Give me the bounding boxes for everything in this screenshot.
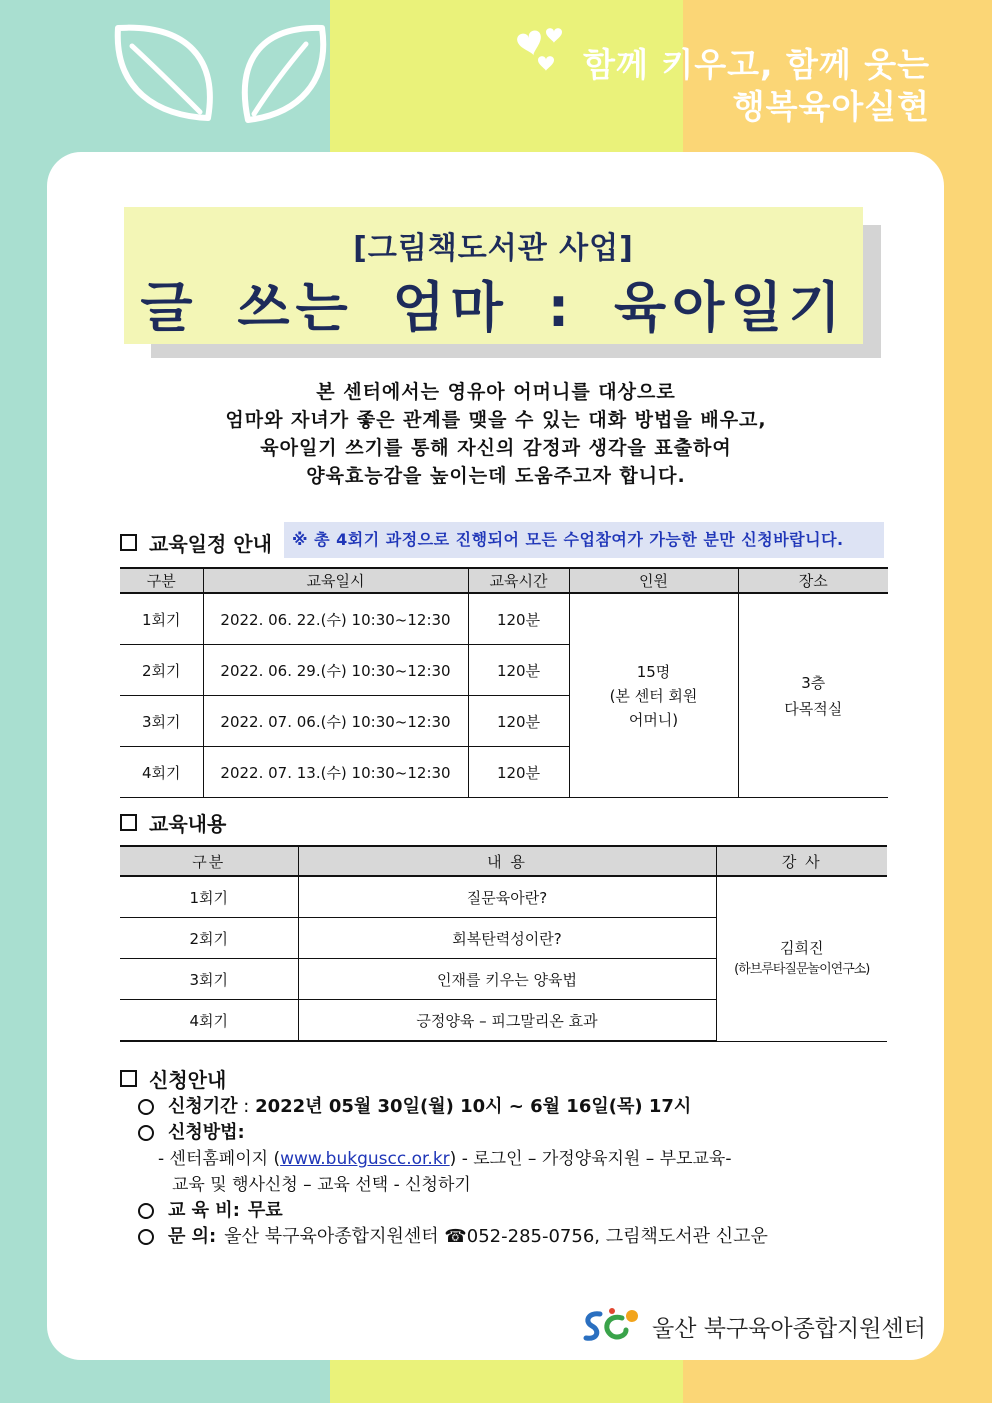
session-cell: 4회기 (120, 1000, 298, 1042)
checkbox-square-icon (120, 534, 137, 551)
center-logo-icon (582, 1306, 644, 1346)
table-header: 내 용 (298, 846, 716, 876)
apply-fee-row (138, 1198, 768, 1224)
topic-cell: 긍정양육 – 피그말리온 효과 (298, 1000, 716, 1042)
table-row (120, 876, 887, 918)
time-cell: 120분 (468, 593, 569, 645)
center-logo (582, 1306, 926, 1346)
schedule-heading (120, 528, 272, 557)
apply-inquiry-value: 울산 북구육아종합지원센터 ☎052-285-0756, 그림책도서관 신고운 (224, 1226, 768, 1247)
hearts-icon (508, 24, 572, 74)
session-cell: 1회기 (120, 876, 298, 918)
capacity-line: 어머니) (628, 710, 679, 729)
intro-line: 엄마와 자녀가 좋은 관계를 맺을 수 있는 대화 방법을 배우고, (225, 409, 767, 431)
apply-period-row (138, 1094, 768, 1120)
content-heading-text: 교육내용 (149, 812, 227, 836)
place-line: 다목적실 (784, 699, 843, 718)
topic-cell: 질문육아란? (298, 876, 716, 918)
circle-bullet-icon (138, 1203, 154, 1219)
session-cell: 2회기 (120, 645, 203, 696)
table-header: 교육시간 (468, 568, 569, 593)
apply-method-detail (138, 1146, 768, 1172)
apply-fee-label: 교 육 비: (168, 1200, 240, 1221)
table-header: 구분 (120, 846, 298, 876)
page-title: 글 쓰는 엄마 : 육아일기 (140, 276, 847, 339)
schedule-notice: ※ 총 4회기 과정으로 진행되어 모든 수업참여가 가능한 분만 신청바랍니다. (284, 522, 884, 558)
slogan-line1: 함께 키우고, 함께 웃는 (583, 45, 930, 84)
apply-method-suffix: ) - 로그인 – 가정양육지원 – 부모교육- (449, 1149, 732, 1169)
title-sub: [그림책도서관 사업] (353, 231, 634, 266)
apply-heading (120, 1064, 226, 1093)
apply-fee-value: 무료 (247, 1200, 283, 1221)
table-header: 강 사 (716, 846, 887, 876)
session-cell: 4회기 (120, 747, 203, 798)
slogan-line2: 행복육아실현 (732, 87, 930, 126)
content-table (120, 845, 887, 1042)
time-cell: 120분 (468, 645, 569, 696)
table-header: 구분 (120, 568, 203, 593)
apply-period-sep: : (237, 1096, 256, 1117)
checkbox-square-icon (120, 814, 137, 831)
instructor-name: 김희진 (780, 938, 824, 957)
schedule-heading-text: 교육일정 안내 (149, 532, 272, 556)
circle-bullet-icon (138, 1125, 154, 1141)
table-header-row (120, 568, 888, 593)
session-cell: 3회기 (120, 696, 203, 747)
table-header: 장소 (738, 568, 888, 593)
circle-bullet-icon (138, 1229, 154, 1245)
intro-paragraph (0, 378, 992, 490)
capacity-cell (569, 593, 738, 798)
date-cell: 2022. 06. 29.(수) 10:30~12:30 (203, 645, 468, 696)
apply-method-detail-2: 교육 및 행사신청 – 교육 선택 - 신청하기 (172, 1175, 471, 1195)
time-cell: 120분 (468, 747, 569, 798)
homepage-link[interactable]: www.bukguscc.or.kr (280, 1149, 450, 1169)
intro-line: 육아일기 쓰기를 통해 자신의 감정과 생각을 표출하여 (260, 437, 732, 459)
apply-inquiry-row (138, 1224, 768, 1250)
slogan (583, 44, 930, 128)
topic-cell: 회복탄력성이란? (298, 918, 716, 959)
apply-method-label: 신청방법: (168, 1122, 245, 1143)
session-cell: 2회기 (120, 918, 298, 959)
circle-bullet-icon (138, 1099, 154, 1115)
apply-period-value: 2022년 05월 30일(월) 10시 ~ 6월 16일(목) 17시 (255, 1096, 692, 1117)
apply-heading-text: 신청안내 (149, 1068, 227, 1092)
place-line: 3층 (801, 673, 826, 692)
instructor-cell (716, 876, 887, 1041)
session-cell: 1회기 (120, 593, 203, 645)
instructor-org: (하브루타질문놀이연구소) (734, 961, 870, 977)
date-cell: 2022. 07. 13.(수) 10:30~12:30 (203, 747, 468, 798)
session-cell: 3회기 (120, 959, 298, 1000)
apply-method-prefix: - 센터홈페이지 ( (158, 1149, 281, 1169)
schedule-table (120, 567, 888, 798)
apply-period-label: 신청기간 (168, 1096, 238, 1117)
table-header-row (120, 846, 887, 876)
time-cell: 120분 (468, 696, 569, 747)
table-header: 인원 (569, 568, 738, 593)
checkbox-square-icon (120, 1070, 137, 1087)
place-cell (738, 593, 888, 798)
table-row (120, 593, 888, 645)
date-cell: 2022. 07. 06.(수) 10:30~12:30 (203, 696, 468, 747)
intro-line: 본 센터에서는 영유아 어머니를 대상으로 (316, 381, 676, 403)
leaves-icon (108, 20, 338, 130)
intro-line: 양육효능감을 높이는데 도움주고자 합니다. (306, 465, 686, 487)
capacity-line: 15명 (636, 662, 671, 681)
table-header: 교육일시 (203, 568, 468, 593)
center-logo-name: 울산 북구육아종합지원센터 (652, 1315, 926, 1342)
content-heading (120, 808, 226, 837)
apply-method-row (138, 1120, 768, 1146)
date-cell: 2022. 06. 22.(수) 10:30~12:30 (203, 593, 468, 645)
capacity-line: (본 센터 회원 (609, 686, 698, 705)
apply-inquiry-label: 문 의: (168, 1226, 217, 1247)
title-box (124, 207, 863, 344)
apply-info (138, 1094, 768, 1250)
topic-cell: 인재를 키우는 양육법 (298, 959, 716, 1000)
